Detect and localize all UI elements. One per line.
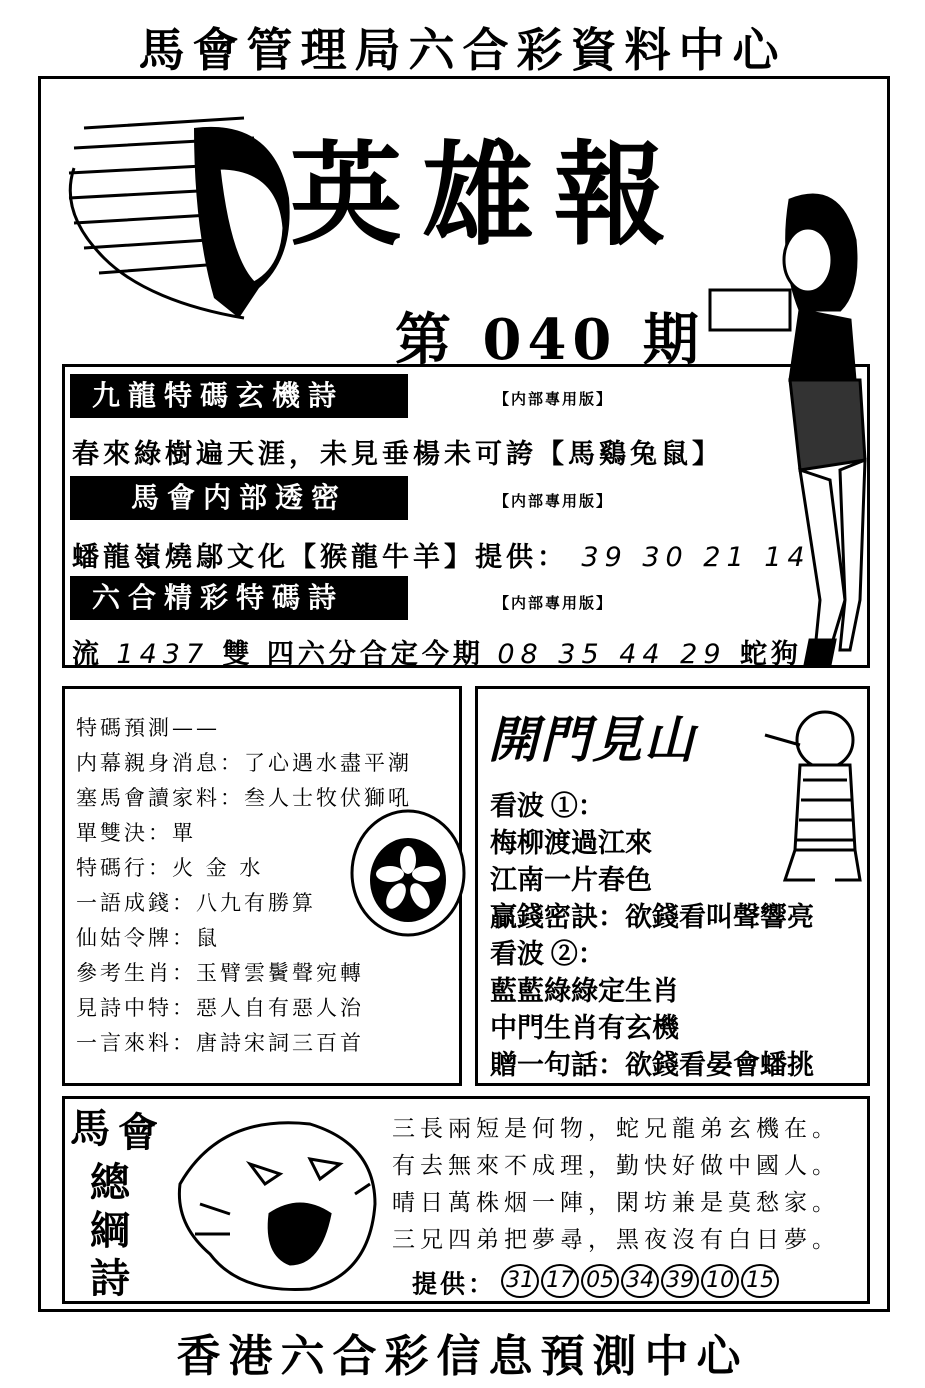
prediction-item: 特碼預測—— (76, 716, 220, 740)
kaimen-line: 看波 ②： (490, 939, 605, 969)
section2-line (72, 535, 811, 574)
section3-num2: 08 35 44 29 (497, 639, 727, 670)
number-ball: 15 (741, 1264, 779, 1298)
kaimen-line: 梅柳渡過江來 (490, 828, 652, 858)
kaimen-line: 江南一片春色 (490, 865, 652, 895)
section2-header: 馬會内部透密 (70, 476, 408, 520)
number-ball: 17 (541, 1264, 579, 1298)
section2-tag: 【内部專用版】 (494, 492, 614, 510)
kaimen-line: 看波 ①： (490, 791, 605, 821)
prediction-item: 特碼行：火 金 水 (76, 856, 264, 880)
number-ball: 34 (621, 1264, 659, 1298)
header-title: 馬會管理局六合彩資料中心 (138, 23, 787, 77)
section3-prefix: 流 (72, 639, 103, 670)
chief-illustration (44, 88, 294, 343)
kaimen-line: 贈一句話：欲錢看晏會蟠挑 (490, 1050, 814, 1080)
poem-title-char: 綱 (90, 1207, 130, 1254)
provide-row (412, 1264, 781, 1301)
prediction-item: 仙姑令牌：鼠 (76, 926, 220, 950)
number-ball: 39 (661, 1264, 699, 1298)
poem-title-char: 馬 (70, 1105, 110, 1152)
prediction-item: 一言來料：唐詩宋詞三百首 (76, 1031, 364, 1055)
kaimen-line: 中門生肖有玄機 (490, 1013, 679, 1043)
kaimen-title: 開門見山 (488, 710, 696, 769)
section2-text: 蟠龍嶺燒鄔文化【猴龍牛羊】提供： (72, 542, 568, 573)
footer-title: 香港六合彩信息預測中心 (176, 1331, 749, 1382)
prediction-item: 塞馬會讀家料：叁人士牧伏獅吼 (76, 786, 412, 810)
section3-num1: 1437 (116, 639, 210, 670)
poem-line: 有去無來不成理，勤快好做中國人。 (392, 1153, 840, 1179)
prediction-item: 一語成錢：八九有勝算 (76, 891, 316, 915)
number-ball: 31 (501, 1264, 539, 1298)
section3-mid: 雙 四六分合定今期 (222, 639, 484, 670)
prediction-item: 參考生肖：玉臂雲鬢聲宛轉 (76, 961, 364, 985)
section2-numbers: 39 30 21 14 (581, 542, 811, 573)
section1-header: 九龍特碼玄機詩 (70, 374, 408, 418)
poem-title-char: 詩 (90, 1255, 130, 1302)
section3-suffix: 蛇狗 (739, 639, 802, 670)
kaimen-line: 贏錢密訣：欲錢看叫聲響亮 (490, 902, 814, 932)
kaimen-line: 藍藍綠綠定生肖 (490, 976, 679, 1006)
section3-line (72, 632, 802, 671)
poem-title-char: 會 (118, 1109, 158, 1156)
tiger-head-illustration (160, 1104, 390, 1299)
section1-line: 春來綠樹遍天涯，未見垂楊未可誇【馬鷄兔鼠】 (72, 439, 723, 470)
prediction-item: 内幕親身消息：了心遇水盡平潮 (76, 751, 412, 775)
kaimen-lines (490, 784, 814, 1080)
section3-header: 六合精彩特碼詩 (70, 576, 408, 620)
poem-lines (392, 1110, 840, 1258)
section1-tag: 【内部專用版】 (494, 390, 614, 408)
prediction-item: 單雙決：單 (76, 821, 196, 845)
number-ball: 10 (701, 1264, 739, 1298)
masthead-title: 英雄報 (290, 130, 686, 261)
poem-line: 晴日萬株烟一陣，閑坊兼是莫愁家。 (392, 1190, 840, 1216)
poem-line: 三長兩短是何物，蛇兄龍弟玄機在。 (392, 1116, 840, 1142)
number-ball: 05 (581, 1264, 619, 1298)
issue-number: 第 040 期 (395, 307, 705, 373)
poem-title-char: 總 (90, 1159, 130, 1206)
prediction-item: 見詩中特：惡人自有惡人治 (76, 996, 364, 1020)
provide-label: 提供： (412, 1269, 497, 1299)
section3-tag: 【内部專用版】 (494, 594, 614, 612)
seal-emblem (348, 808, 468, 938)
poem-line: 三兄四弟把夢尋，黑夜沒有白日夢。 (392, 1227, 840, 1253)
